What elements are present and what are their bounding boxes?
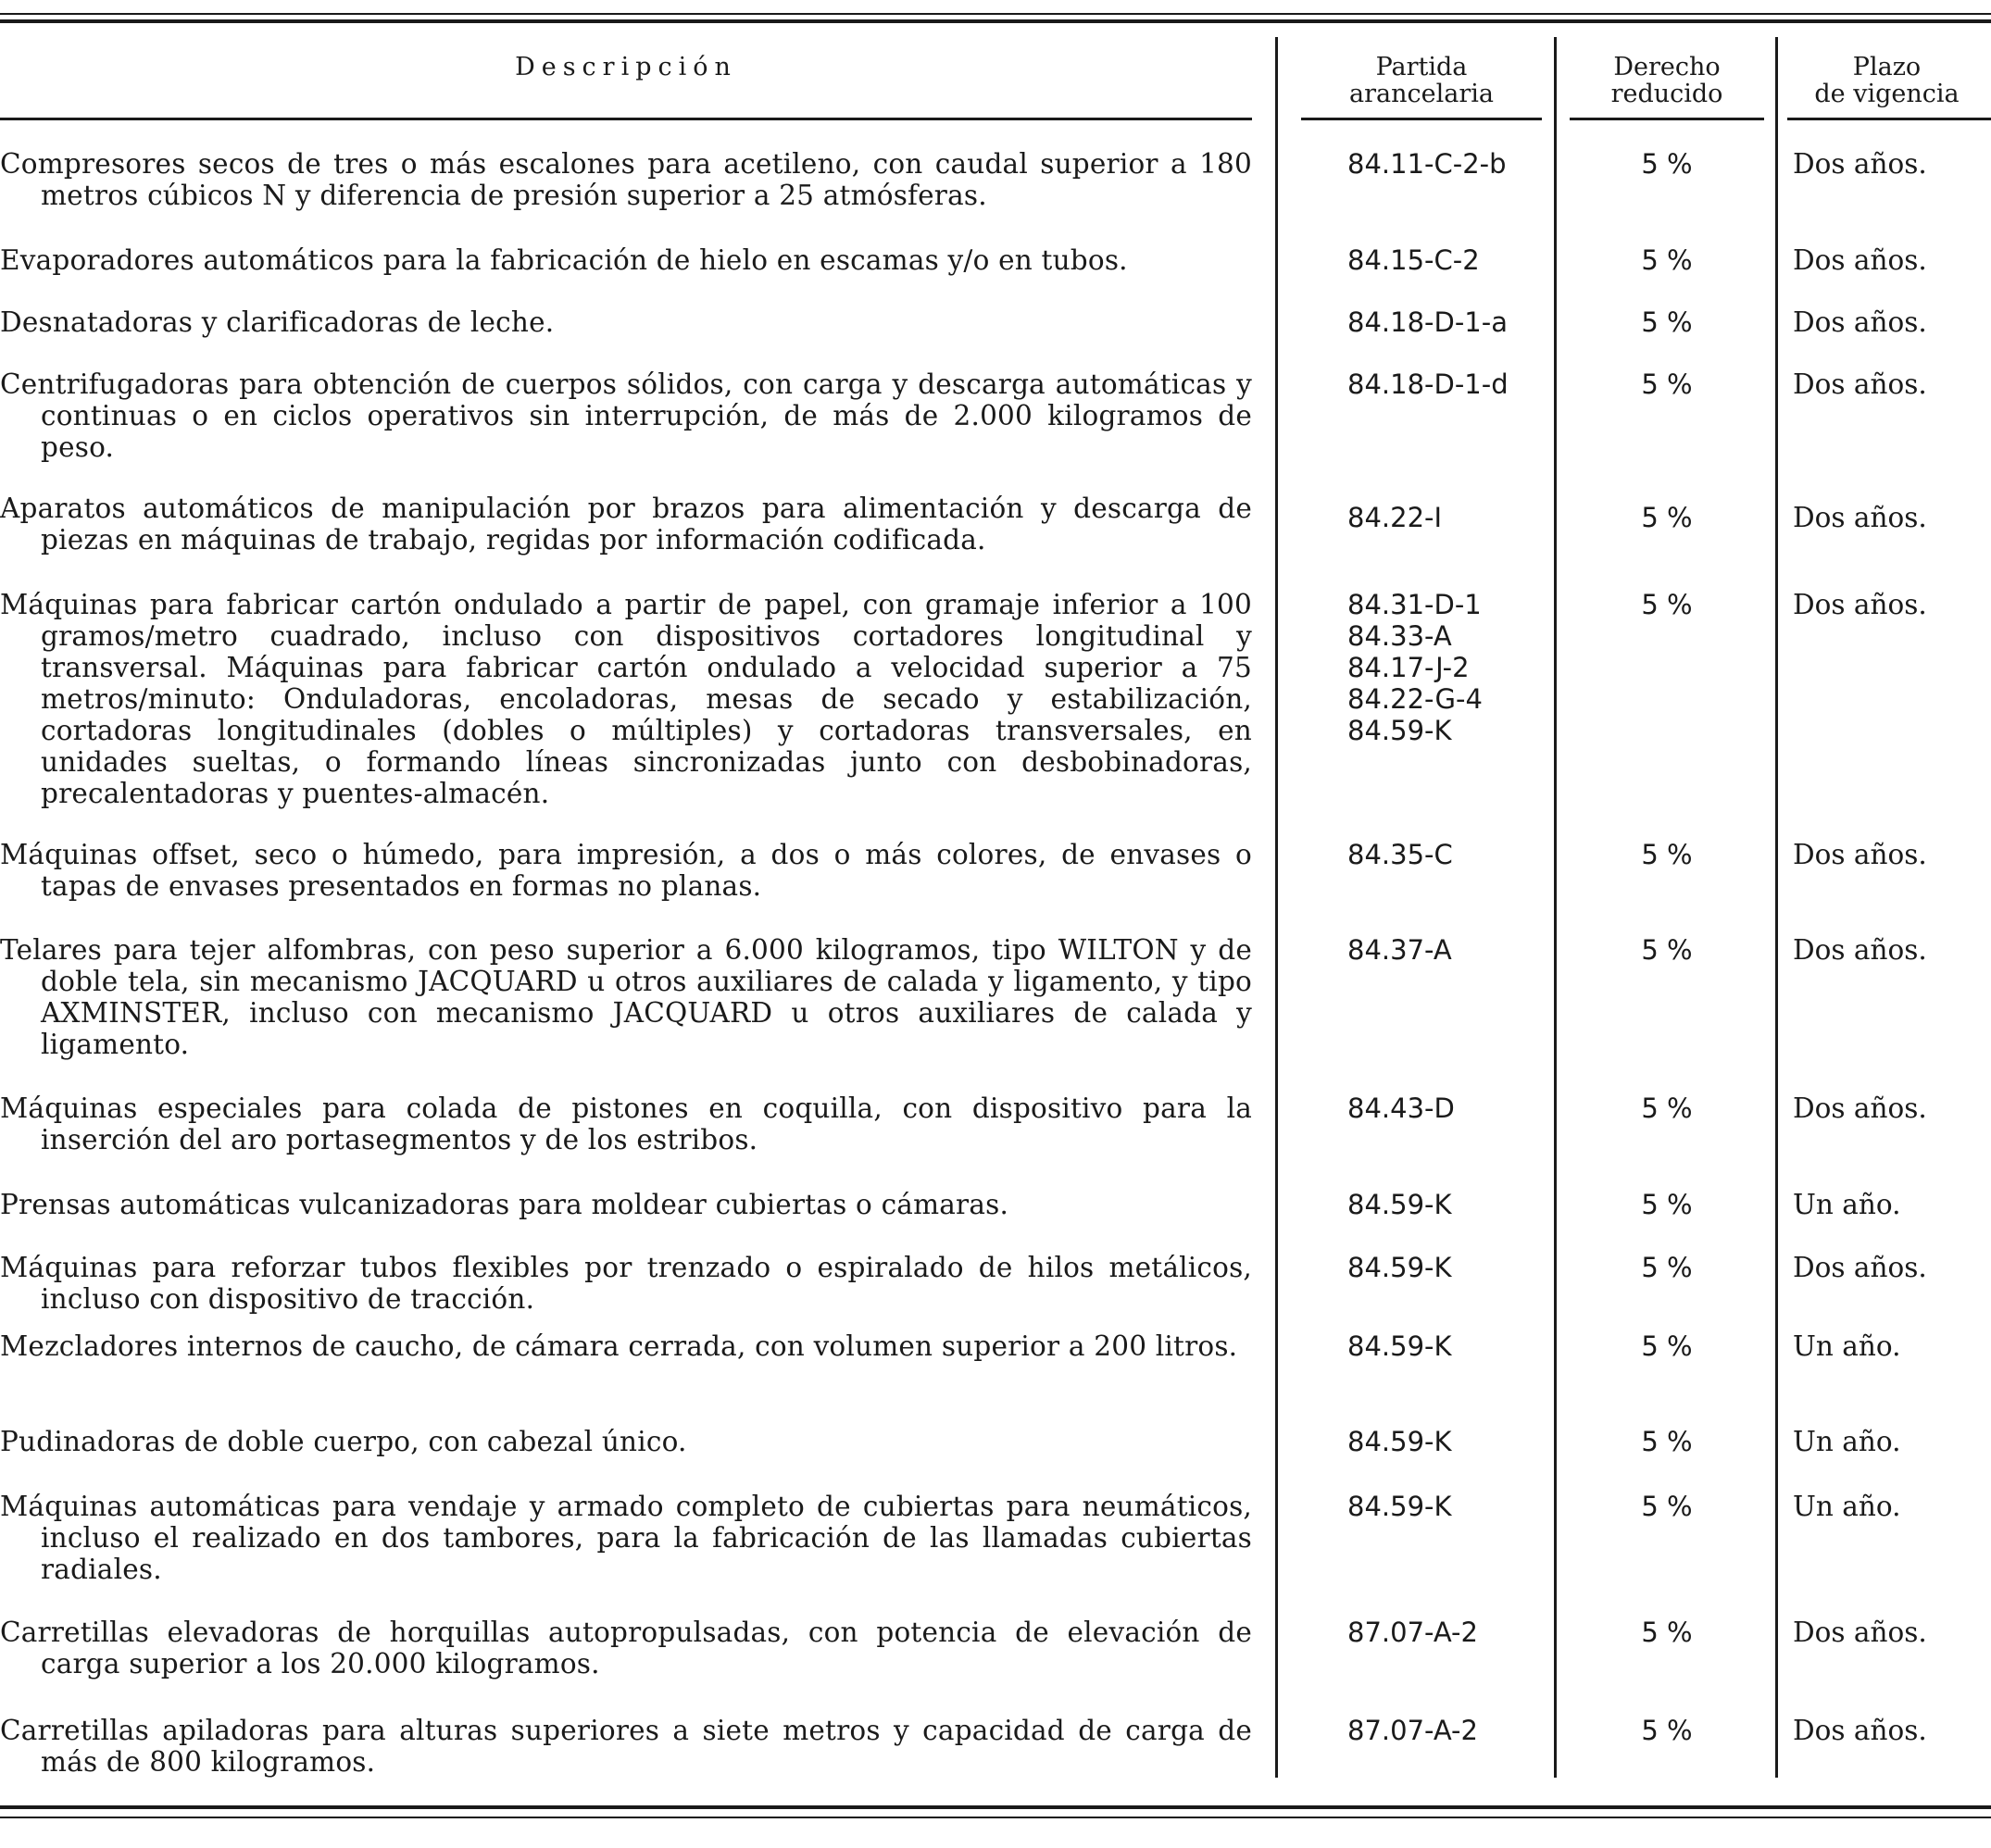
row-derecho: 5 % [1641, 1093, 1693, 1124]
top-rule-thick [0, 19, 1991, 23]
partida-code: 84.18-D-1-a [1347, 306, 1508, 338]
partida-code: 84.59-K [1347, 715, 1452, 746]
row-plazo: Un año. [1793, 1189, 1901, 1220]
row-plazo: Dos años. [1793, 1252, 1927, 1283]
partida-code: 84.31-D-1 [1347, 589, 1482, 620]
partida-code: 84.11-C-2-b [1347, 148, 1507, 180]
row-partida [1347, 1189, 1588, 1220]
row-plazo: Dos años. [1793, 1093, 1927, 1124]
row-derecho: 5 % [1641, 244, 1693, 276]
row-descripcion: Aparatos automáticos de manipulación por brazos para alimentación y descarga de piezas en máquinas de trabajo, regidas por información codificada. [0, 493, 1252, 556]
header-plazo-line2: de vigencia [1814, 80, 1960, 108]
row-plazo: Dos años. [1793, 1617, 1927, 1648]
header-partida [1296, 54, 1546, 107]
header-derecho-line1: Derecho [1613, 53, 1721, 81]
row-plazo: Dos años. [1793, 244, 1927, 276]
row-descripcion: Máquinas para fabricar cartón ondulado a partir de papel, con gramaje inferior a 100 gramos/metro cuadrado, incluso con dispositivos cortadores longitudinal y transversal. Máquinas para fabricar cartón ondulado a velocidad superior a 75 metros/minuto: Onduladoras, encoladoras, mesas de secado y estabilización, cortadoras longitudinales (dobles o múltiples) y cortadoras transversales, en unidades sueltas, o formando líneas sincronizadas junto con desbobinadoras, precalentadoras y puentes-almacén. [0, 589, 1252, 809]
row-partida [1347, 1093, 1588, 1124]
row-descripcion: Telares para tejer alfombras, con peso superior a 6.000 kilogramos, tipo WILTON y de doble tela, sin mecanismo JACQUARD u otros auxiliares de calada y ligamento, y tipo AXMINSTER, incluso con mecanismo JACQUARD u otros auxiliares de calada y ligamento. [0, 934, 1252, 1060]
partida-code: 87.07-A-2 [1347, 1715, 1478, 1746]
row-derecho: 5 % [1641, 148, 1693, 180]
row-plazo: Un año. [1793, 1330, 1901, 1362]
row-derecho: 5 % [1641, 368, 1693, 400]
header-underline-plazo [1787, 118, 1991, 120]
header-underline-descripcion [0, 118, 1252, 120]
row-plazo: Dos años. [1793, 934, 1927, 966]
row-partida [1347, 1252, 1588, 1283]
header-partida-line2: arancelaria [1349, 80, 1494, 108]
partida-code: 84.22-G-4 [1347, 683, 1483, 715]
header-descripcion: Descripción [515, 53, 737, 81]
bottom-rule-thin [0, 1817, 1991, 1818]
row-derecho: 5 % [1641, 1252, 1693, 1283]
header-plazo-line1: Plazo [1852, 53, 1922, 81]
row-descripcion: Carretillas elevadoras de horquillas autopropulsadas, con potencia de elevación de carga superior a los 20.000 kilogramos. [0, 1617, 1252, 1679]
row-derecho: 5 % [1641, 502, 1693, 533]
row-derecho: 5 % [1641, 1715, 1693, 1746]
row-plazo: Dos años. [1793, 839, 1927, 870]
row-partida [1347, 1715, 1588, 1746]
row-descripcion: Desnatadoras y clarificadoras de leche. [0, 306, 555, 338]
row-partida [1347, 368, 1588, 400]
row-partida [1347, 148, 1588, 180]
partida-code: 84.22-I [1347, 502, 1443, 533]
row-descripcion: Evaporadores automáticos para la fabricación de hielo en escamas y/o en tubos. [0, 244, 1128, 276]
column-divider-1 [1275, 37, 1278, 1778]
row-partida [1347, 1426, 1588, 1457]
partida-code: 84.59-K [1347, 1426, 1452, 1457]
partida-code: 84.18-D-1-d [1347, 368, 1509, 400]
header-underline-partida [1301, 118, 1542, 120]
row-partida [1347, 244, 1588, 276]
row-partida [1347, 934, 1588, 966]
header-partida-line1: Partida [1375, 53, 1468, 81]
row-plazo: Dos años. [1793, 1715, 1927, 1746]
row-plazo: Dos años. [1793, 306, 1927, 338]
partida-code: 84.37-A [1347, 934, 1452, 966]
row-derecho: 5 % [1641, 589, 1693, 620]
top-rule-thin [0, 13, 1991, 15]
row-descripcion: Máquinas para reforzar tubos flexibles por trenzado o espiralado de hilos metálicos, incluso con dispositivo de tracción. [0, 1252, 1252, 1315]
partida-code: 84.35-C [1347, 839, 1453, 870]
row-descripcion: Centrifugadoras para obtención de cuerpos sólidos, con carga y descarga automáticas y continuas o en ciclos operativos sin interrupción, de más de 2.000 kilogramos de peso. [0, 368, 1252, 463]
header-derecho [1565, 54, 1769, 107]
row-derecho: 5 % [1641, 1617, 1693, 1648]
row-partida [1347, 1330, 1588, 1362]
partida-code: 84.43-D [1347, 1093, 1455, 1124]
row-descripcion: Mezcladores internos de caucho, de cámara cerrada, con volumen superior a 200 litros. [0, 1330, 1238, 1362]
row-descripcion: Máquinas offset, seco o húmedo, para impresión, a dos o más colores, de envases o tapas de envases presentados en formas no planas. [0, 839, 1252, 902]
row-descripcion: Compresores secos de tres o más escalones para acetileno, con caudal superior a 180 metros cúbicos N y diferencia de presión superior a 25 atmósferas. [0, 148, 1252, 211]
row-partida [1347, 589, 1588, 746]
row-partida [1347, 306, 1588, 338]
row-descripcion: Carretillas apiladoras para alturas superiores a siete metros y capacidad de carga de más de 800 kilogramos. [0, 1715, 1252, 1778]
row-plazo: Dos años. [1793, 502, 1927, 533]
row-derecho: 5 % [1641, 1426, 1693, 1457]
row-derecho: 5 % [1641, 1189, 1693, 1220]
row-descripcion: Pudinadoras de doble cuerpo, con cabezal único. [0, 1426, 687, 1457]
header-plazo [1783, 54, 1991, 107]
row-plazo: Dos años. [1793, 148, 1927, 180]
header-underline-derecho [1570, 118, 1764, 120]
partida-code: 84.59-K [1347, 1252, 1452, 1283]
partida-code: 84.59-K [1347, 1491, 1452, 1522]
header-derecho-line2: reducido [1610, 80, 1723, 108]
row-derecho: 5 % [1641, 1330, 1693, 1362]
row-derecho: 5 % [1641, 1491, 1693, 1522]
partida-code: 87.07-A-2 [1347, 1617, 1478, 1648]
row-plazo: Dos años. [1793, 368, 1927, 400]
column-divider-3 [1775, 37, 1778, 1778]
partida-code: 84.17-J-2 [1347, 652, 1470, 683]
partida-code: 84.59-K [1347, 1330, 1452, 1362]
row-descripcion: Máquinas automáticas para vendaje y armado completo de cubiertas para neumáticos, incluso el realizado en dos tambores, para la fabricación de las llamadas cubiertas radiales. [0, 1491, 1252, 1585]
row-descripcion: Máquinas especiales para colada de pistones en coquilla, con dispositivo para la inserción del aro portasegmentos y de los estribos. [0, 1093, 1252, 1155]
bottom-rule-thick [0, 1805, 1991, 1809]
row-derecho: 5 % [1641, 839, 1693, 870]
partida-code: 84.15-C-2 [1347, 244, 1480, 276]
row-derecho: 5 % [1641, 934, 1693, 966]
row-partida [1347, 502, 1588, 533]
row-derecho: 5 % [1641, 306, 1693, 338]
row-partida [1347, 839, 1588, 870]
row-plazo: Un año. [1793, 1491, 1901, 1522]
row-partida [1347, 1617, 1588, 1648]
row-plazo: Dos años. [1793, 589, 1927, 620]
row-descripcion: Prensas automáticas vulcanizadoras para moldear cubiertas o cámaras. [0, 1189, 1009, 1220]
partida-code: 84.33-A [1347, 620, 1452, 652]
partida-code: 84.59-K [1347, 1189, 1452, 1220]
row-plazo: Un año. [1793, 1426, 1901, 1457]
row-partida [1347, 1491, 1588, 1522]
